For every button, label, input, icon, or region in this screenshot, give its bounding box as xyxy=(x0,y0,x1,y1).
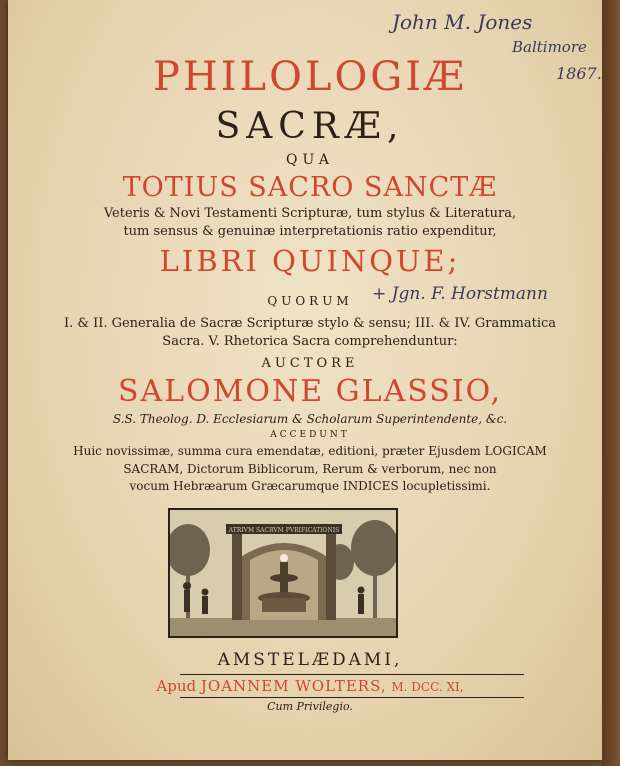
owner-place: Baltimore xyxy=(512,38,587,56)
imprint-rule-top xyxy=(180,674,524,675)
title-line-12: SALOMONE GLASSIO, xyxy=(117,374,503,409)
title-line-10: Sacra. V. Rhetorica Sacra comprehenduntur: xyxy=(162,334,458,349)
imprint-printer-line xyxy=(0,677,620,695)
engraving-inscription: ATRIVM SACRVM PVRIFICATIONIS xyxy=(228,527,340,534)
title-line-8: QUORUM xyxy=(267,294,353,308)
title-line-17: vocum Hebræarum Græcarumque INDICES locupletissimi. xyxy=(129,479,491,493)
imprint-place: AMSTELÆDAMI, xyxy=(217,650,403,670)
title-line-3: QUA xyxy=(286,152,334,168)
imprint-rule-bottom xyxy=(180,697,524,698)
imprint-apud: Apud xyxy=(156,677,197,695)
printers-device-engraving xyxy=(168,508,398,638)
title-line-16: SACRAM, Dictorum Biblicorum, Rerum & verborum, nec non xyxy=(123,462,497,476)
title-line-14: ACCEDUNT xyxy=(270,430,350,440)
title-line-6: tum sensus & genuinæ interpretationis ratio expenditur, xyxy=(123,224,497,239)
title-line-1: PHILOLOGIÆ xyxy=(152,54,468,100)
imprint-printer: JOANNEM WOLTERS, xyxy=(200,677,387,695)
title-line-4: TOTIUS SACRO SANCTÆ xyxy=(122,172,498,203)
title-line-11: AUCTORE xyxy=(261,356,359,371)
imprint-year: M. DCC. XI, xyxy=(391,680,464,694)
title-line-9: I. & II. Generalia de Sacræ Scripturæ stylo & sensu; III. & IV. Grammatica xyxy=(63,316,557,331)
owner-signature: John M. Jones xyxy=(392,10,533,34)
owner-year: 1867. xyxy=(556,64,602,83)
margin-note: + Jgn. F. Horstmann xyxy=(372,284,548,304)
title-line-2: SACRÆ, xyxy=(215,106,405,147)
imprint-privilege: Cum Privilegio. xyxy=(267,700,353,713)
title-line-13: S.S. Theolog. D. Ecclesiarum & Scholarum Superintendente, &c. xyxy=(112,412,508,426)
title-line-5: Veteris & Novi Testamenti Scripturæ, tum stylus & Literatura, xyxy=(103,206,517,221)
title-line-7: LIBRI QUINQUE; xyxy=(159,244,461,278)
title-line-15: Huic novissimæ, summa cura emendatæ, editioni, præter Ejusdem LOGICAM xyxy=(73,444,547,458)
